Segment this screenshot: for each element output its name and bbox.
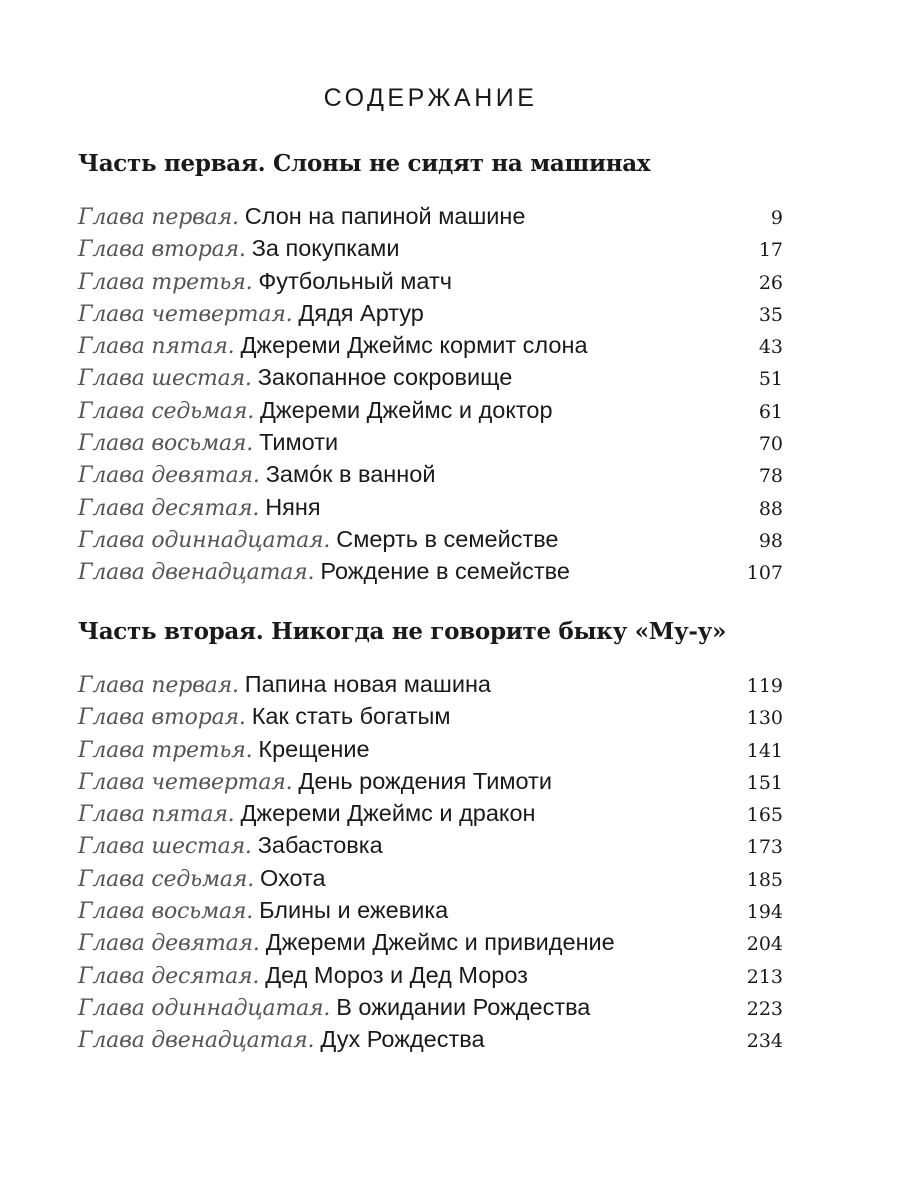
chapter-entry: [78, 1023, 783, 1055]
chapter-title: Дядя Артур: [298, 299, 424, 326]
chapter-entry: [78, 959, 783, 991]
chapter-entry: [78, 394, 783, 426]
table-of-contents-page: [78, 0, 783, 1200]
chapter-entry: [78, 829, 783, 861]
chapter-number: Глава двенадцатая.: [78, 1028, 315, 1054]
chapter-number: Глава восьмая.: [78, 431, 254, 457]
chapter-title: Джереми Джеймс и доктор: [259, 396, 553, 423]
chapter-entry: [78, 555, 783, 587]
page-number: 151: [746, 771, 783, 794]
page-number: 130: [746, 707, 783, 730]
chapter-number: Глава вторая.: [78, 705, 246, 731]
chapter-title: Как стать богатым: [251, 703, 451, 730]
chapter-list: [78, 668, 783, 1056]
chapter-number: Глава шестая.: [78, 366, 252, 392]
chapter-entry: [78, 265, 783, 297]
page-number: 35: [758, 303, 783, 326]
chapter-number: Глава первая.: [78, 205, 239, 230]
chapter-title: Охота: [259, 864, 326, 891]
page-number: 194: [746, 901, 783, 924]
page-number: 17: [758, 239, 783, 262]
page-number: 234: [746, 1030, 783, 1053]
page-number: 98: [758, 529, 783, 552]
chapter-title: Джереми Джеймс и привидение: [265, 929, 615, 956]
chapter-entry: [78, 458, 783, 490]
chapter-list: [78, 200, 783, 588]
chapter-number: Глава десятая.: [78, 963, 260, 989]
page-number: 78: [758, 465, 783, 488]
chapter-title: Няня: [265, 493, 321, 520]
page-number: 119: [746, 675, 783, 697]
chapter-entry: [78, 926, 783, 958]
chapter-entry: [78, 765, 783, 797]
chapter-entry: [78, 329, 783, 361]
chapter-number: Глава вторая.: [78, 237, 246, 263]
chapter-entry: [78, 700, 783, 732]
chapter-entry: [78, 523, 783, 555]
chapter-title: Джереми Джеймс кормит слона: [240, 332, 588, 359]
chapter-number: Глава девятая.: [78, 463, 260, 489]
chapter-title: Тимоти: [259, 429, 339, 456]
chapter-number: Глава одиннадцатая.: [78, 995, 331, 1021]
page-number: 204: [746, 933, 783, 956]
chapter-title: Смерть в семействе: [336, 525, 559, 552]
chapter-entry: [78, 733, 783, 765]
page-number: 173: [746, 836, 783, 859]
chapter-title: Дух Рождества: [320, 1026, 485, 1053]
part-title: Часть первая. Слоны не сидят на машинах: [78, 150, 651, 177]
chapter-number: Глава десятая.: [78, 495, 260, 521]
page-number: 185: [746, 868, 783, 891]
chapter-title: Крещение: [258, 735, 370, 762]
chapter-number: Глава пятая.: [78, 334, 235, 360]
page-number: 88: [758, 497, 783, 520]
page-number: 51: [758, 368, 783, 391]
chapter-entry: [78, 200, 783, 232]
chapter-entry: [78, 797, 783, 829]
chapter-entry: [78, 894, 783, 926]
chapter-number: Глава двенадцатая.: [78, 560, 315, 586]
chapter-entry: [78, 491, 783, 523]
page-number: 43: [758, 336, 783, 359]
chapter-entry: [78, 862, 783, 894]
chapter-title: День рождения Тимоти: [298, 767, 552, 794]
chapter-title: Футбольный матч: [258, 267, 452, 294]
chapter-title: Закопанное сокровище: [257, 364, 513, 391]
page-title: СОДЕРЖАНИЕ: [323, 84, 538, 112]
chapter-title: Папина новая машина: [244, 671, 491, 697]
page-number: 70: [758, 433, 783, 456]
chapter-number: Глава третья.: [78, 737, 253, 763]
chapter-number: Глава пятая.: [78, 802, 235, 828]
page-number: 213: [746, 965, 783, 988]
chapter-title: Блины и ежевика: [259, 897, 449, 924]
chapter-number: Глава четвертая.: [78, 301, 293, 327]
page-number: 107: [746, 562, 783, 585]
chapter-title: Рождение в семействе: [320, 558, 570, 585]
chapter-number: Глава седьмая.: [78, 398, 254, 424]
chapter-number: Глава седьмая.: [78, 866, 254, 892]
part-title: Часть вторая. Никогда не говорите быку «Му-у»: [78, 618, 727, 645]
page-number: 165: [746, 804, 783, 827]
chapter-title: Слон на папиной машине: [244, 203, 526, 229]
chapter-number: Глава четвертая.: [78, 769, 293, 795]
chapter-entry: [78, 232, 783, 264]
chapter-title: Замóк в ванной: [265, 461, 436, 488]
chapter-title: Дед Мороз и Дед Мороз: [265, 961, 528, 988]
chapter-number: Глава третья.: [78, 269, 253, 295]
chapter-entry: [78, 297, 783, 329]
page-number: 9: [770, 207, 783, 229]
chapter-title: За покупками: [251, 235, 400, 262]
chapter-title: Забастовка: [257, 832, 383, 859]
chapter-entry: [78, 361, 783, 393]
chapter-entry: [78, 991, 783, 1023]
chapter-number: Глава шестая.: [78, 834, 252, 860]
chapter-entry: [78, 426, 783, 458]
page-number: 26: [758, 271, 783, 294]
chapter-entry: [78, 668, 783, 700]
chapter-number: Глава девятая.: [78, 931, 260, 957]
page-number: 223: [746, 997, 783, 1020]
chapter-number: Глава одиннадцатая.: [78, 527, 331, 553]
chapter-title: Джереми Джеймс и дракон: [240, 800, 536, 827]
page-number: 61: [758, 400, 783, 423]
page-number: 141: [746, 739, 783, 762]
chapter-number: Глава восьмая.: [78, 899, 254, 925]
chapter-number: Глава первая.: [78, 673, 239, 698]
chapter-title: В ожидании Рождества: [336, 993, 591, 1020]
